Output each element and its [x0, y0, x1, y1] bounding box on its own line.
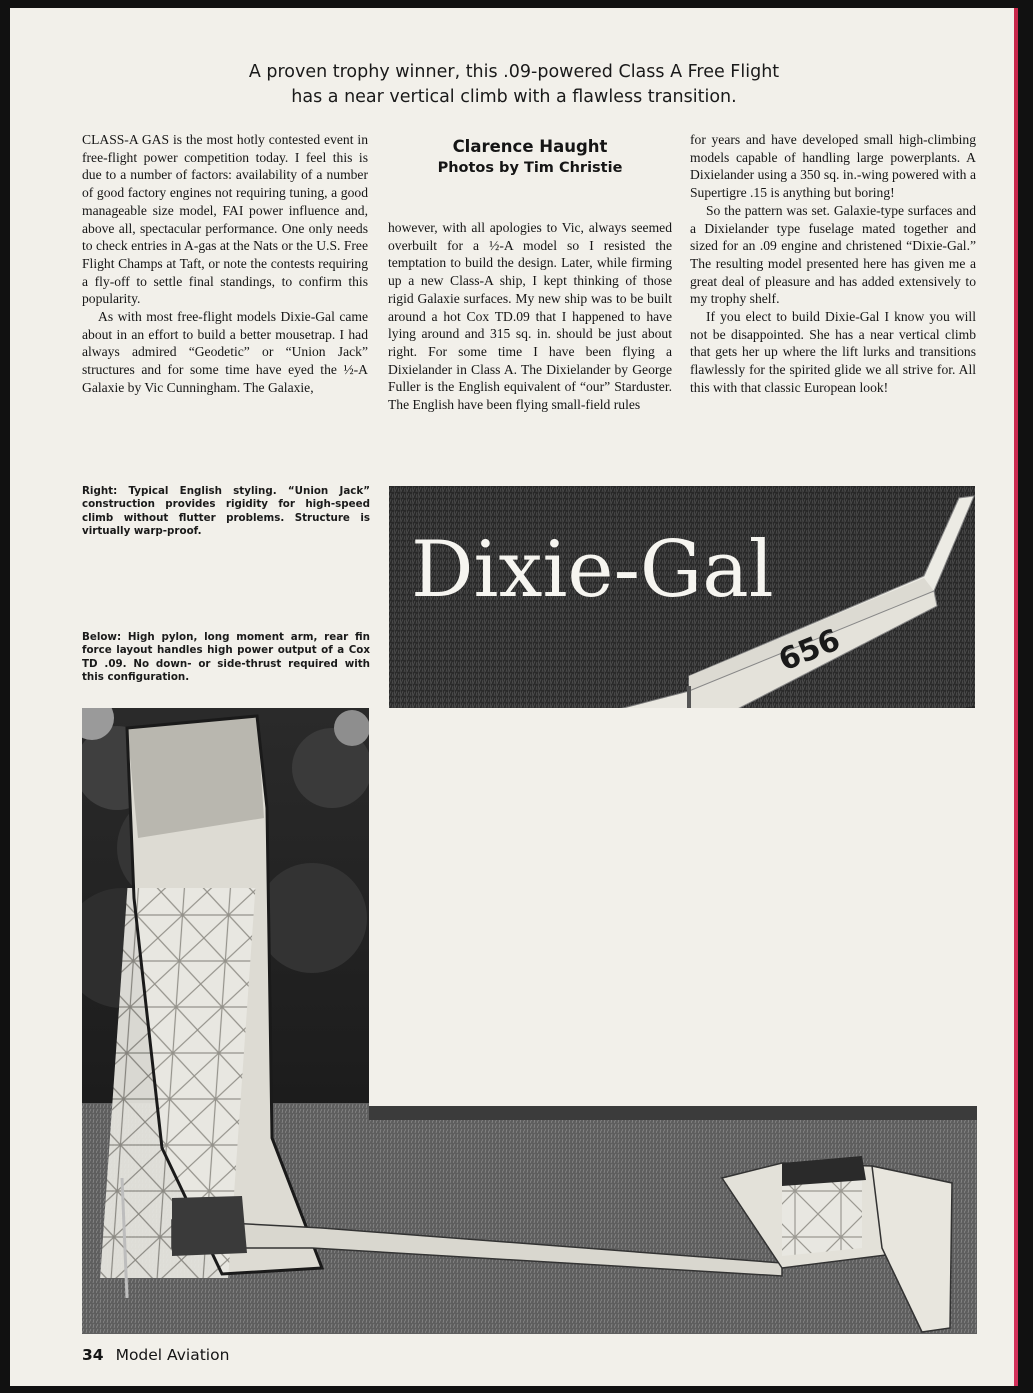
article-deck [10, 60, 1018, 110]
text-column-3 [690, 131, 976, 397]
photo-model-side-view [82, 708, 977, 1334]
magazine-name: Model Aviation [115, 1346, 230, 1364]
deck-line-1: A proven trophy winner, this .09-powered Class A Free Flight [248, 62, 780, 82]
paragraph: As with most free-flight models Dixie-Gal came about in an effort to build a better mousetrap. I had always admired “Geodetic” or “Union Jack” structures and for some time have eyed the ½-A Galaxie by Vic Cunningham. The Galaxie, [82, 309, 368, 395]
page-footer [82, 1346, 229, 1364]
text-column-1 [82, 131, 368, 397]
caption-right: Right: Typical English styling. “Union Jack” construction provides rigidity for high-speed climb without flutter problems. Structure is virtually warp-proof. [82, 485, 370, 538]
paragraph: CLASS-A GAS is the most hotly contested event in free-flight power competition today. I feel this is due to a number of factors: availability of a number of good factory engines not requiring tuning, a good manageable size model, FAI power influence and, above all, spectacular performance. One only needs to check entries in A-gas at the Nats or the U.S. Free Flight Champs at Taft, or note the contests requiring a fly-off to settle final standings, to confirm this popularity. [82, 132, 368, 307]
magazine-page [10, 8, 1018, 1386]
author-name: Clarence Haught [452, 137, 608, 156]
deck-line-2: has a near vertical climb with a flawless transition. [291, 87, 737, 107]
photo-title: Dixie-Gal [411, 525, 774, 615]
paragraph: So the pattern was set. Galaxie-type surfaces and a Dixielander type fuselage mated together and sized for an .09 engine and christened “Dixie-Gal.” The resulting model presented here has given me a great deal of pleasure and has added extensively to my trophy shelf. [690, 202, 976, 307]
wing-number: 656 [773, 622, 846, 679]
page-number: 34 [82, 1346, 104, 1364]
caption-below: Below: High pylon, long moment arm, rear fin force layout handles high power output of a Cox TD .09. No down- or side-thrust required with this configuration. [82, 631, 370, 684]
paragraph: for years and have developed small high-climbing models capable of handling large powerplants. A Dixielander using a 350 sq. in.-wing powered with a Supertigre .15 is anything but boring! [690, 132, 976, 201]
photo-credit: Photos by Tim Christie [437, 160, 623, 176]
paragraph: If you elect to build Dixie-Gal I know you will not be disappointed. She has a near vertical climb that gets her up where the lift lurks and transitions flawlessly for the spirited glide we all strive for. All this with that classic European look! [690, 309, 976, 395]
byline [388, 136, 672, 178]
text-column-2 [388, 219, 672, 414]
paragraph: however, with all apologies to Vic, always seemed overbuilt for a ½-A model so I resisted the temptation to build the design. Later, while firming up a new Class-A ship, I kept thinking of those rigid Galaxie surfaces. My new ship was to be built around a hot Cox TD.09 that I happened to have lying around and 315 sq. in. should be just about right. For some time I have been flying a Dixielander in Class A. The Dixielander by George Fuller is the English equivalent of “our” Starduster. The English have been flying small-field rules [388, 220, 672, 413]
